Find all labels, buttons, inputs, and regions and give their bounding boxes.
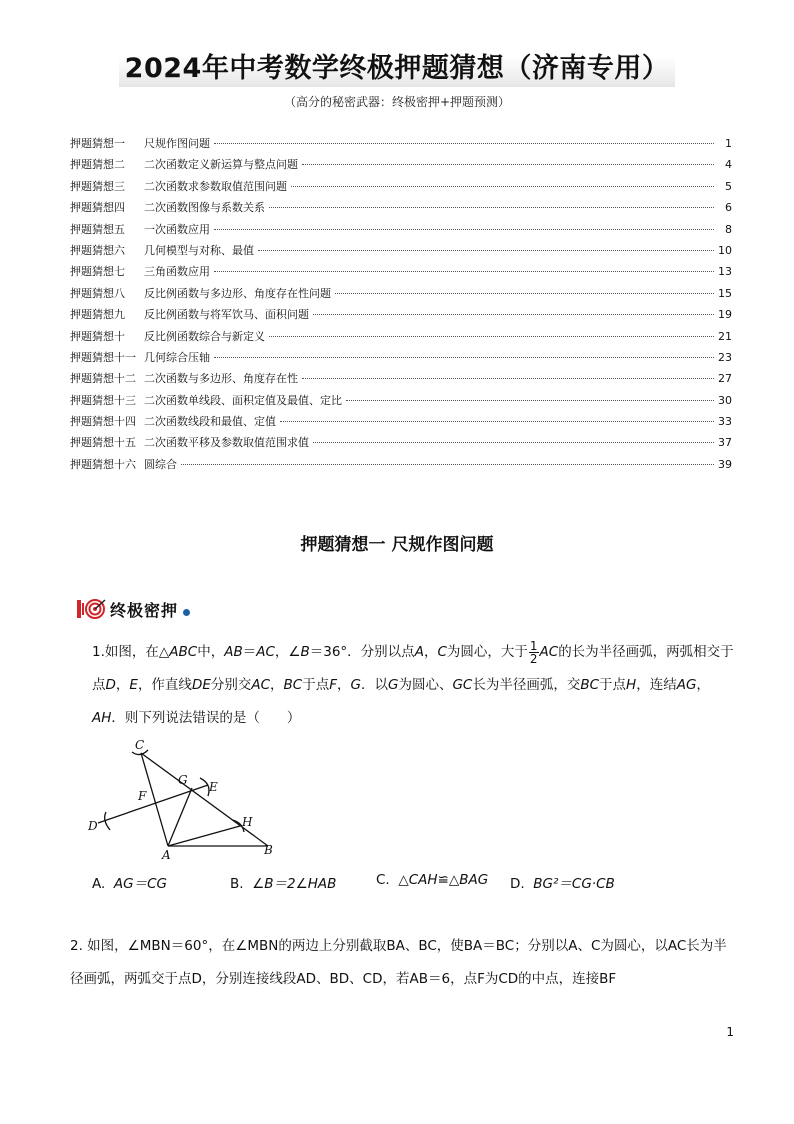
page-number: 1	[726, 1025, 734, 1039]
option-b[interactable]: B. ∠B＝2∠HAB	[230, 876, 337, 892]
toc-leader-dots	[214, 357, 714, 358]
toc-entry[interactable]	[70, 178, 732, 199]
question-2: 2. 如图，∠MBN＝60°，在∠MBN的两边上分别截取BA、BC，使BA＝BC；分别以A、C为圆心，以AC长为半径画弧，两弧交于点D，分别连接线段AD、BD、CD，若AB＝6，点F为CD的中点，连接BF	[70, 938, 727, 987]
toc-entry[interactable]	[70, 285, 732, 306]
toc-entry[interactable]	[70, 392, 732, 413]
toc-entry-label: 押题猜想九	[70, 308, 125, 322]
toc-leader-dots	[258, 250, 714, 251]
badge-dot	[183, 609, 190, 616]
toc-entry-label: 押题猜想七	[70, 265, 125, 279]
toc-leader-dots	[302, 164, 714, 165]
toc-entry-page: 23	[718, 350, 732, 364]
toc-leader-dots	[346, 400, 714, 401]
label-f: F	[138, 789, 147, 803]
label-h: H	[242, 815, 253, 829]
question-1: 1.如图，在△ABC中，AB＝AC，∠B＝36°．分别以点A，C为圆心，大于 $\frac{1}{2}$ AC的长为半径画弧，两弧相交于点D，E，作直线DE分别交AC，BC于点F，G．以G为圆心、GC长为半径画弧，交BC于点H，连结AG，AH．则下列说法错误的是（ ）	[92, 638, 734, 726]
toc-entry-label: 押题猜想十一	[70, 350, 136, 364]
toc-entry-title: 反比例函数与将军饮马、面积问题	[144, 308, 309, 322]
toc-leader-dots	[269, 336, 714, 337]
toc-entry-page: 10	[718, 243, 732, 257]
toc-entry-page: 6	[725, 201, 732, 215]
toc-entry-title: 二次函数与多边形、角度存在性	[144, 372, 298, 386]
toc-leader-dots	[181, 464, 714, 465]
toc-entry-label: 押题猜想一	[70, 137, 125, 150]
toc-entry[interactable]	[70, 349, 732, 370]
toc-leader-dots	[214, 143, 714, 144]
section-heading: 押题猜想一 尺规作图问题	[300, 535, 494, 555]
toc-entry-page: 39	[718, 457, 732, 471]
toc-entry-title: 尺规作图问题	[144, 137, 210, 150]
toc-entry[interactable]	[70, 135, 732, 156]
toc-leader-dots	[313, 442, 714, 443]
toc-entry-label: 押题猜想十二	[70, 372, 136, 386]
toc-entry-page: 37	[718, 436, 732, 450]
toc-leader-dots	[280, 421, 714, 422]
toc-leader-dots	[291, 186, 714, 187]
toc-entry-title: 二次函数线段和最值、定值	[144, 415, 276, 429]
toc-entry-label: 押题猜想十五	[70, 436, 136, 450]
toc-leader-dots	[313, 314, 714, 315]
toc-entry-page: 33	[718, 415, 732, 429]
label-c: C	[135, 738, 145, 752]
toc-entry-page: 5	[725, 179, 732, 193]
toc-leader-dots	[335, 293, 714, 294]
badge-label: 终极密押	[110, 600, 179, 620]
toc-leader-dots	[302, 378, 714, 379]
toc-entry[interactable]	[70, 306, 732, 327]
toc-entry-page: 13	[718, 265, 732, 279]
document-title: 2024年中考数学终极押题猜想（济南专用）	[0, 44, 794, 87]
toc-leader-dots	[214, 229, 714, 230]
option-c[interactable]: C. △CAH≌△BAG	[376, 872, 489, 888]
toc-entry-title: 二次函数求参数取值范围问题	[144, 179, 287, 193]
toc-entry-title: 二次函数平移及参数取值范围求值	[144, 436, 309, 450]
line-de	[98, 785, 208, 823]
toc-entry[interactable]	[70, 413, 732, 434]
toc-entry-title: 一次函数应用	[144, 222, 210, 236]
toc-entry[interactable]	[70, 456, 732, 477]
document-subtitle: （高分的秘密武器：终极密押+押题预测）	[283, 95, 511, 109]
segment-ag	[168, 788, 192, 846]
option-a[interactable]: A. AG＝CG	[92, 876, 167, 892]
fraction-one-half: $\frac{1}{2}$	[529, 638, 538, 666]
toc-entry-label: 押题猜想十四	[70, 415, 136, 429]
toc-entry[interactable]	[70, 434, 732, 455]
toc-entry-label: 押题猜想十	[70, 329, 125, 343]
toc-entry-title: 三角函数应用	[144, 265, 210, 279]
toc-entry-label: 押题猜想四	[70, 201, 125, 215]
toc-entry-page: 1	[725, 137, 732, 150]
toc-entry-page: 8	[725, 222, 732, 236]
toc-entry-page: 27	[718, 372, 732, 386]
table-of-contents	[70, 135, 732, 477]
toc-entry-label: 押题猜想八	[70, 286, 125, 300]
toc-entry[interactable]	[70, 199, 732, 220]
toc-entry-label: 押题猜想十六	[70, 457, 136, 471]
segment-ah	[168, 826, 240, 846]
label-e: E	[209, 780, 218, 794]
toc-leader-dots	[269, 207, 714, 208]
arc-d	[105, 812, 110, 830]
toc-entry[interactable]	[70, 328, 732, 349]
toc-entry-label: 押题猜想二	[70, 158, 125, 172]
label-g: G	[178, 773, 188, 787]
toc-entry[interactable]	[70, 370, 732, 391]
toc-entry-page: 4	[725, 158, 732, 172]
toc-entry[interactable]	[70, 242, 732, 263]
label-d: D	[88, 819, 98, 833]
toc-entry-label: 押题猜想十三	[70, 393, 136, 407]
answer-options	[92, 872, 615, 892]
option-d[interactable]: D. BG²＝CG·CB	[510, 876, 615, 892]
toc-entry-title: 二次函数定义新运算与整点问题	[144, 158, 298, 172]
toc-entry-title: 二次函数单线段、面积定值及最值、定比	[144, 393, 342, 407]
toc-entry-title: 反比例函数综合与新定义	[144, 329, 265, 343]
target-icon	[76, 598, 106, 620]
toc-entry-label: 押题猜想六	[70, 243, 125, 257]
toc-leader-dots	[214, 271, 714, 272]
toc-entry-label: 押题猜想三	[70, 179, 125, 193]
toc-entry[interactable]	[70, 156, 732, 177]
segment-cb	[141, 753, 268, 846]
toc-entry-page: 15	[718, 286, 732, 300]
toc-entry[interactable]	[70, 221, 732, 242]
toc-entry-title: 反比例函数与多边形、角度存在性问题	[144, 286, 331, 300]
toc-entry-page: 19	[718, 308, 732, 322]
toc-entry-title: 二次函数图像与系数关系	[144, 201, 265, 215]
toc-entry-label: 押题猜想五	[70, 222, 125, 236]
label-a: A	[162, 848, 171, 862]
toc-entry-title: 几何模型与对称、最值	[144, 243, 254, 257]
toc-entry-title: 圆综合	[144, 457, 177, 471]
toc-entry[interactable]	[70, 263, 732, 284]
geometry-figure	[80, 738, 280, 868]
label-b: B	[264, 843, 273, 857]
toc-entry-title: 几何综合压轴	[144, 350, 210, 364]
toc-entry-page: 30	[718, 393, 732, 407]
toc-entry-page: 21	[718, 329, 732, 343]
ultimate-prediction-badge	[76, 597, 190, 621]
